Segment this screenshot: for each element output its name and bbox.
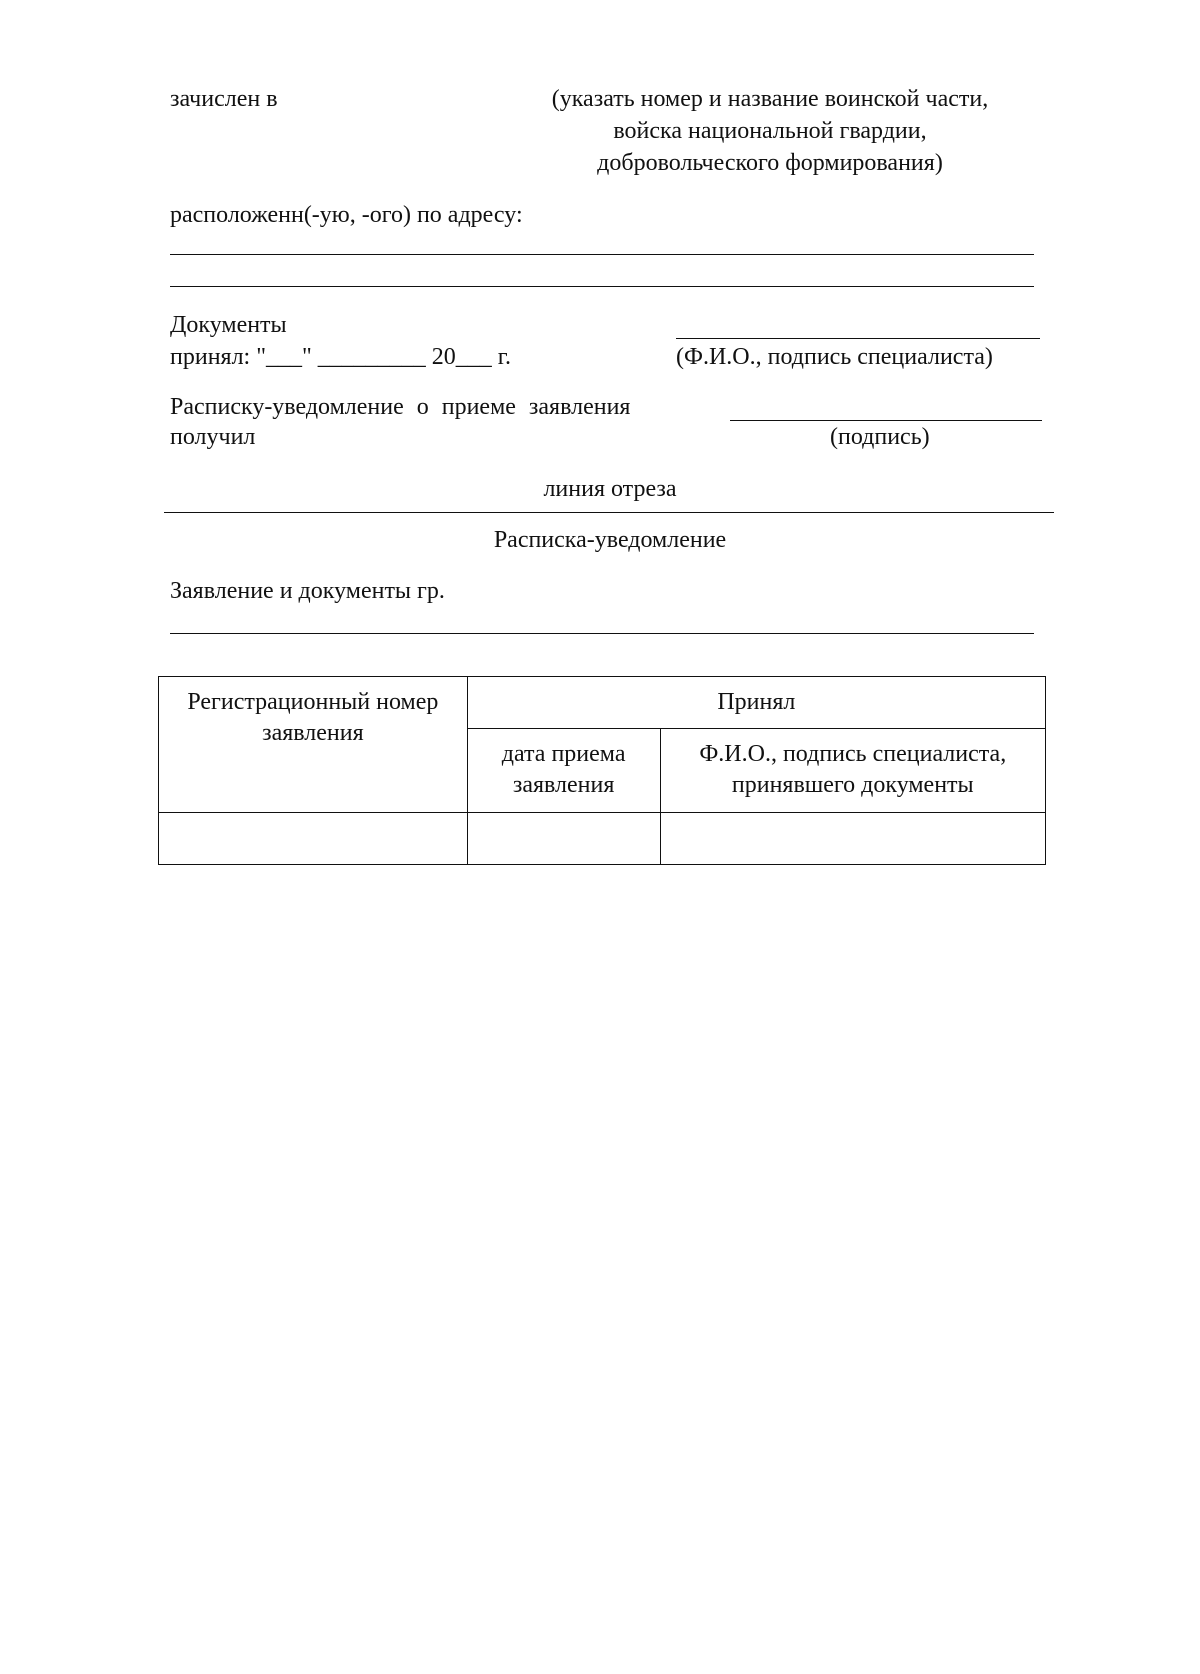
specialist-signature-line[interactable] [676, 338, 1040, 339]
unit-hint-line1: (указать номер и название воинской части, [551, 86, 989, 112]
received-label: получил [170, 424, 256, 450]
cut-line-label: линия отреза [543, 476, 677, 502]
accepted-header: Принял [467, 677, 1045, 729]
documents-accepted-date: принял: "___" _________ 20___ г. [170, 344, 511, 370]
address-line-2[interactable] [170, 286, 1034, 287]
address-label: расположенн(-ую, -ого) по адресу: [170, 202, 523, 228]
specialist-header: Ф.И.О., подпись специалиста, принявшего документы [660, 729, 1045, 813]
unit-hint-line3: добровольческого формирования) [597, 150, 943, 176]
receipt-table [158, 676, 1046, 865]
receipt-title: Расписка-уведомление [493, 527, 727, 553]
enrolled-label: зачислен в [170, 86, 278, 112]
documents-label: Документы [170, 312, 287, 338]
reg-number-header: Регистрационный номер заявления [159, 677, 468, 813]
signature-caption: (подпись) [830, 424, 930, 450]
date-header: дата приема заявления [467, 729, 660, 813]
date-cell[interactable] [467, 813, 660, 865]
receipt-signature-line[interactable] [730, 420, 1042, 421]
cut-line [164, 512, 1054, 513]
table-row [159, 813, 1046, 865]
specialist-cell[interactable] [660, 813, 1045, 865]
receipt-received-label: Расписку-уведомление о приеме заявления [170, 394, 631, 420]
address-line-1[interactable] [170, 254, 1034, 255]
applicant-label: Заявление и документы гр. [170, 578, 445, 604]
applicant-name-line[interactable] [170, 633, 1034, 634]
reg-number-cell[interactable] [159, 813, 468, 865]
unit-hint-line2: войска национальной гвардии, [613, 118, 927, 144]
specialist-caption: (Ф.И.О., подпись специалиста) [676, 344, 993, 370]
